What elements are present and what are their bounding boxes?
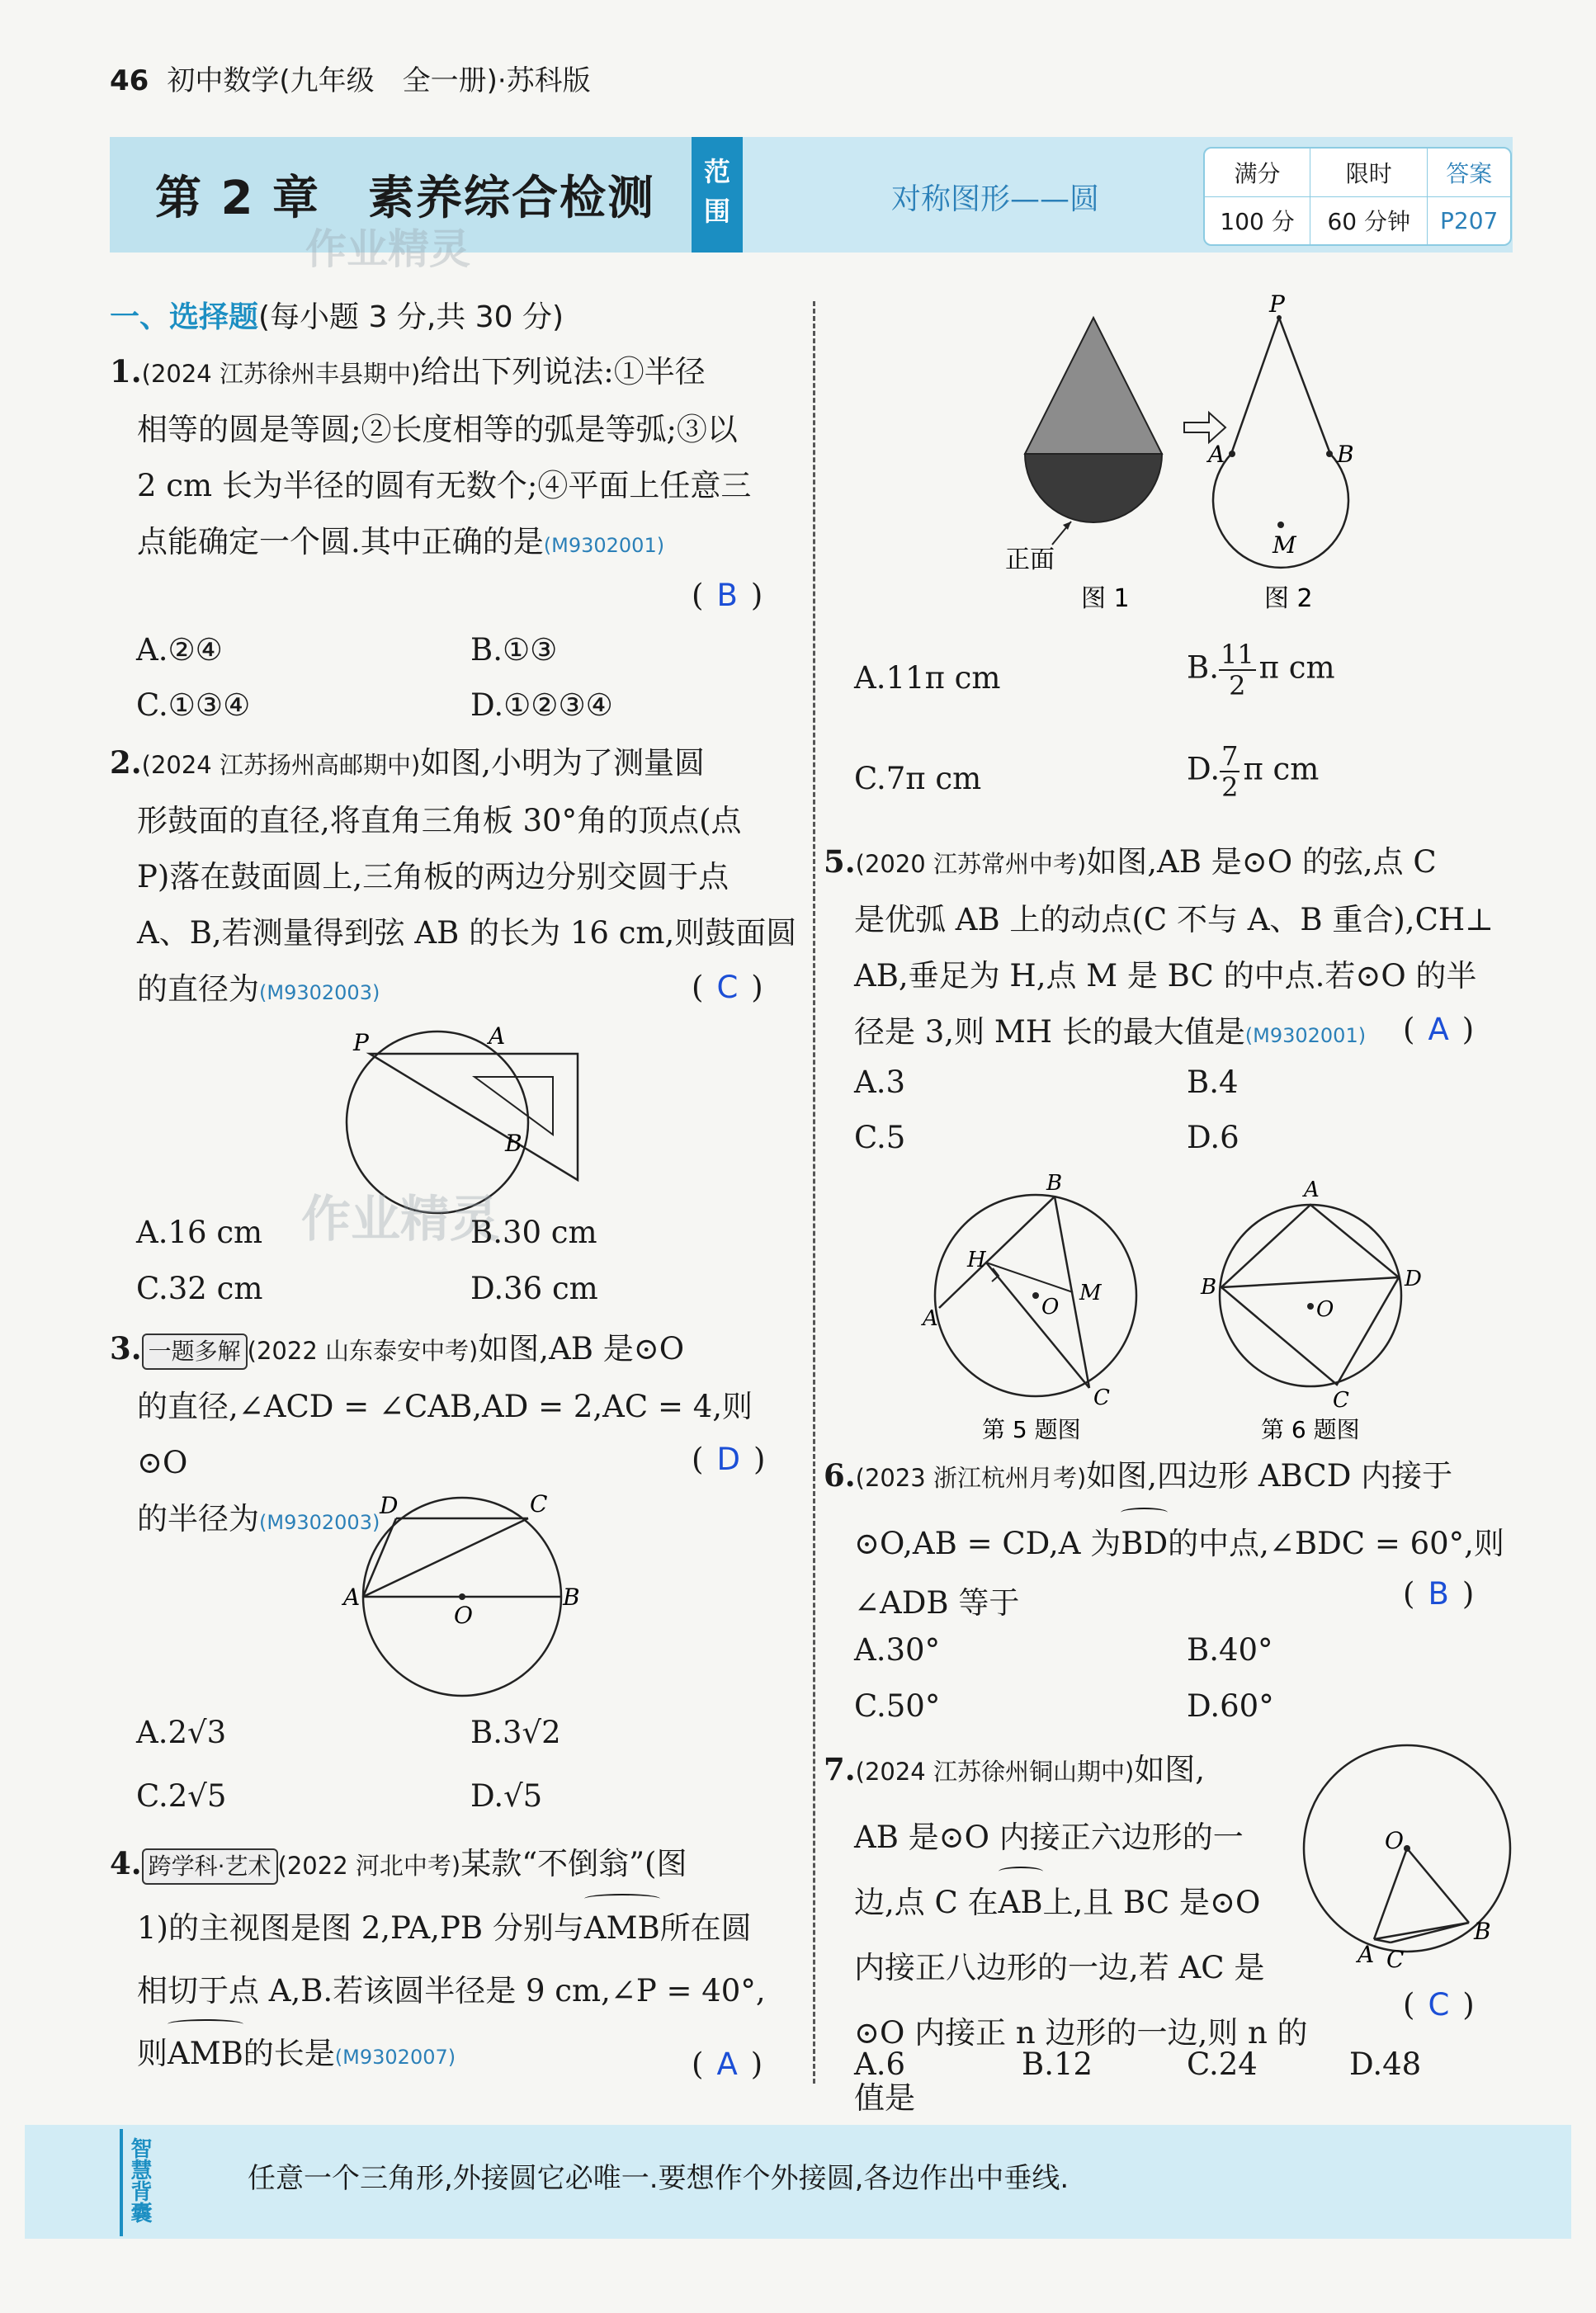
arc-amb: AMB [584, 1897, 660, 1960]
info-header-time: 限时 [1310, 149, 1428, 196]
footer-text: 任意一个三角形,外接圆它必唯一.要想作个外接圆,各边作出中垂线. [248, 2162, 1070, 2195]
q2-option-c: C.32 cm [136, 1271, 263, 1306]
q5-label-c: C [1093, 1385, 1110, 1410]
q4-figures [1005, 290, 1518, 627]
info-header-answer: 答案 [1428, 149, 1510, 196]
answer-7: ( C ) [1403, 1987, 1475, 2023]
q5-label-m: M [1079, 1281, 1102, 1305]
fig2-label-m: M [1273, 531, 1296, 559]
front-label: 正面 [1005, 545, 1055, 574]
q5-label-a: A [923, 1306, 938, 1331]
book-title: 初中数学(九年级 全一册)·苏科版 [167, 64, 591, 97]
answer-1: ( B ) [692, 578, 763, 613]
q7-option-a: A.6 [854, 2046, 906, 2082]
q3-option-a: A.2√3 [136, 1715, 227, 1750]
info-value-score: 100 分 [1205, 196, 1310, 244]
q6-label-o: O [1316, 1297, 1334, 1322]
q6-fig-caption: 第 6 题图 [1261, 1416, 1360, 1443]
q3-label-b: B [563, 1584, 580, 1611]
q1-option-d: D.①②③④ [470, 687, 613, 723]
q3-option-b: B.3√2 [470, 1715, 561, 1750]
fig2-label-b: B [1337, 441, 1354, 468]
q2-option-d: D.36 cm [470, 1271, 598, 1306]
q7-option-d: D.48 [1349, 2046, 1422, 2082]
q5-option-d: D.6 [1187, 1120, 1239, 1155]
question-5: 5.(2020 江苏常州中考)如图,AB 是⊙O 的弦,点 C 是优弧 AB 上的动点(C 不与 A、B 重合),CH⊥ AB,垂足为 H,点 M 是 BC 的中点.若⊙O 的半 径是 3,则 MH 长的最大值是(M9302001) [824, 843, 1494, 1050]
column-divider [813, 301, 815, 2084]
q6-option-c: C.50° [854, 1688, 941, 1724]
q6-label-b: B [1201, 1275, 1217, 1300]
arc-bd: BD [1121, 1511, 1168, 1577]
q5-label-b: B [1046, 1171, 1063, 1196]
q5-fig-caption: 第 5 题图 [982, 1416, 1081, 1443]
q2-option-b: B.30 cm [470, 1215, 597, 1250]
q1-option-c: C.①③④ [136, 687, 251, 723]
q7-option-c: C.24 [1187, 2046, 1258, 2082]
q7-option-b: B.12 [1022, 2046, 1093, 2082]
range-text: 对称图形——圆 [891, 182, 1100, 216]
q2-label-b: B [505, 1130, 522, 1157]
running-header [110, 58, 591, 98]
q5-option-a: A.3 [854, 1064, 906, 1100]
q4-option-c: C.7π cm [854, 761, 982, 796]
answer-2: ( C ) [692, 970, 763, 1005]
q6-label-d: D [1405, 1267, 1422, 1291]
q6-label-a: A [1304, 1178, 1320, 1202]
q4-option-a: A.11π cm [854, 660, 1001, 696]
q3-option-c: C.2√5 [136, 1778, 227, 1814]
info-header-score: 满分 [1205, 149, 1310, 196]
q1-option-b: B.①③ [470, 632, 558, 668]
question-4: 4. 跨学科·艺术 (2022 河北中考)某款“不倒翁”(图 1)的主视图是图 2,PA,PB 分别与AMB所在圆 相切于点 A,B.若该圆半径是 9 cm,∠P = 40°, 则AMB的长是(M9302007) [110, 1832, 803, 2089]
q5-label-o: O [1041, 1295, 1060, 1319]
q7-figure [1304, 1741, 1527, 1980]
q6-option-a: A.30° [854, 1632, 941, 1668]
watermark-2: 作业精灵 [301, 1191, 499, 1249]
page-number: 46 [110, 64, 149, 97]
question-6: 6.(2023 浙江杭州月考)如图,四边形 ABCD 内接于 ⊙O,AB = CD,A 为BD的中点,∠BDC = 60°,则 ∠ADB 等于 [824, 1457, 1504, 1621]
fig2-label-p: P [1269, 290, 1285, 318]
info-box [1203, 147, 1512, 246]
q2-label-a: A [489, 1022, 506, 1050]
watermark: 作业精灵 [305, 225, 470, 273]
answer-6: ( B ) [1403, 1576, 1475, 1612]
arc-amb-2: AMB [168, 2023, 243, 2085]
question-1: 1.(2024 江苏徐州丰县期中)给出下列说法:①半径 相等的圆是等圆;②长度相等的弧是等弧;③以 2 cm 长为半径的圆有无数个;④平面上任意三 点能确定一个圆.其中正确的是(M9302001) [110, 353, 752, 559]
q3-tag: 一题多解 [142, 1334, 248, 1370]
fig2-caption: 图 2 [1264, 584, 1313, 613]
q5-option-c: C.5 [854, 1120, 906, 1155]
question-3: 3. 一题多解 (2022 山东泰安中考)如图,AB 是⊙O 的直径,∠ACD = ∠CAB,AD = 2,AC = 4,则⊙O 的半径为(M9302003) [110, 1330, 753, 1536]
arc-ab: AB [999, 1870, 1043, 1935]
q3-label-c: C [530, 1490, 548, 1518]
q1-option-a: A.②④ [136, 632, 223, 668]
q6-label-c: C [1333, 1388, 1349, 1413]
q7-label-c: C [1386, 1946, 1405, 1973]
q3-label-o: O [454, 1602, 473, 1629]
q3-label-d: D [380, 1492, 399, 1519]
q3-label-a: A [343, 1584, 361, 1611]
section-title: 一、选择题(每小题 3 分,共 30 分) [110, 300, 564, 334]
q4-option-d: D. $\frac{7}{2}$ π cm [1187, 740, 1320, 803]
q5-q6-figures [916, 1171, 1422, 1444]
q2-label-p: P [353, 1029, 369, 1056]
q6-option-b: B.40° [1187, 1632, 1273, 1668]
q2-option-a: A.16 cm [136, 1215, 263, 1250]
q7-label-a: A [1358, 1941, 1375, 1968]
q7-label-b: B [1474, 1918, 1491, 1945]
chapter-title: 第 2 章 素养综合检测 [155, 172, 655, 225]
q3-option-d: D.√5 [470, 1778, 543, 1814]
q4-option-b: B. $\frac{11}{2}$ π cm [1187, 639, 1335, 701]
fig2-label-a: A [1208, 441, 1225, 468]
footer-side-label: 智慧背囊 [127, 2137, 152, 2223]
q6-option-d: D.60° [1187, 1688, 1274, 1724]
info-value-time: 60 分钟 [1310, 196, 1428, 244]
range-tag: 范围 [692, 137, 743, 253]
q4-tag: 跨学科·艺术 [142, 1848, 278, 1885]
q5-option-b: B.4 [1187, 1064, 1239, 1100]
answer-4: ( A ) [692, 2046, 763, 2082]
q3-figure [343, 1490, 594, 1708]
question-2: 2.(2024 江苏扬州高邮期中)如图,小明为了测量圆 形鼓面的直径,将直角三角板 30°角的顶点(点 P)落在鼓面圆上,三角板的两边分别交圆于点 A、B,若测量得到弦 AB 的长为 16 cm,则鼓面圆 的直径为(M9302003) [110, 744, 797, 1007]
answer-3: ( D ) [692, 1442, 766, 1477]
q5-label-h: H [967, 1248, 986, 1272]
question-7: 7.(2024 江苏徐州铜山期中)如图, AB 是⊙O 内接正六边形的一 边,点 C 在AB上,且 BC 是⊙O 内接正八边形的一边,若 AC 是 ⊙O 内接正 n 边形的一边,则 n 的值是 [824, 1751, 1308, 2116]
fig1-caption: 图 1 [1081, 584, 1130, 613]
q7-label-o: O [1385, 1827, 1404, 1854]
answer-5: ( A ) [1403, 1012, 1475, 1047]
info-value-answer: P207 [1440, 206, 1499, 234]
